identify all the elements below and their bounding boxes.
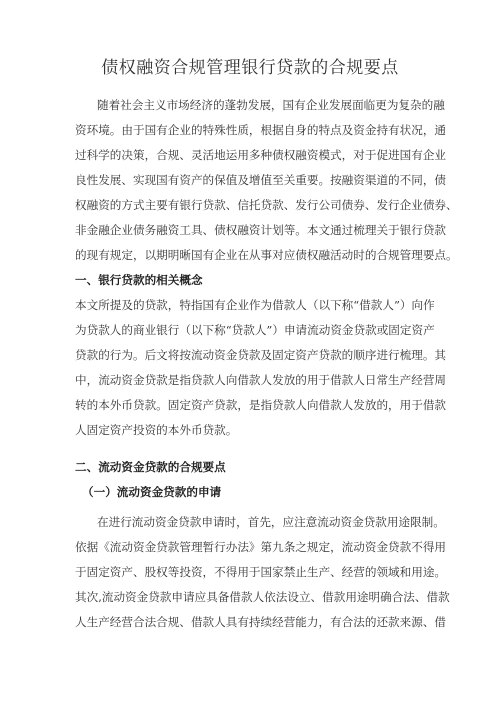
- paragraph-line: 在进行流动资金贷款申请时，首先，应注意流动资金贷款用途限制。: [97, 515, 445, 529]
- subsection-heading: （一）流动资金贷款的申请: [82, 485, 222, 499]
- paragraph-line: 随着社会主义市场经济的蓬勃发展，国有企业发展面临更为复杂的融: [97, 98, 445, 112]
- paragraph-line: 人生产经营合法合规、借款人具有持续经营能力，有合法的还款来源、借: [75, 615, 447, 629]
- paragraph-line: 本文所提及的贷款，特指国有企业作为借款人（以下称“借款人”）向作: [75, 298, 435, 312]
- document-title: 债权融资合规管理银行贷款的合规要点: [101, 58, 399, 78]
- paragraph-line: 为贷款人的商业银行（以下称“贷款人”）申请流动资金贷款或固定资产: [75, 323, 435, 337]
- paragraph-line: 其次,流动资金贷款申请应具备借款人依法设立、借款用途明确合法、借款: [75, 590, 450, 604]
- section-heading: 一、银行贷款的相关概念: [75, 273, 203, 287]
- paragraph-line: 人固定资产投资的本外币贷款。: [75, 423, 238, 437]
- paragraph-line: 良性发展、实现国有资产的保值及增值至关重要。按融资渠道的不同，债: [75, 173, 447, 187]
- section-heading: 二、流动资金贷款的合规要点: [75, 460, 226, 474]
- paragraph-line: 权融资的方式主要有银行贷款、信托贷款、发行公司债券、发行企业债券、: [75, 198, 458, 212]
- paragraph-line: 中，流动资金贷款是指贷款人向借款人发放的用于借款人日常生产经营周: [75, 373, 447, 387]
- paragraph-line: 依据《流动资金贷款管理暂行办法》第九条之规定，流动资金贷款不得用: [75, 540, 447, 554]
- paragraph-line: 转的本外币贷款。固定资产贷款，是指贷款人向借款人发放的，用于借款: [75, 398, 447, 412]
- paragraph-line: 的现有规定，以期明晰国有企业在从事对应债权融活动时的合规管理要点。: [75, 248, 458, 262]
- paragraph-line: 贷款的行为。后文将按流动资金贷款及固定资产贷款的顺序进行梳理。其: [75, 348, 447, 362]
- paragraph-line: 资环境。由于国有企业的特殊性质，根据自身的特点及资金持有状况，通: [75, 123, 447, 137]
- paragraph-line: 过科学的决策，合规、灵活地运用多种债权融资模式，对于促进国有企业: [75, 148, 447, 162]
- paragraph-line: 于固定资产、股权等投资，不得用于国家禁止生产、经营的领域和用途。: [75, 565, 447, 579]
- paragraph-line: 非金融企业债务融资工具、债权融资计划等。本文通过梳理关于银行贷款: [75, 223, 447, 237]
